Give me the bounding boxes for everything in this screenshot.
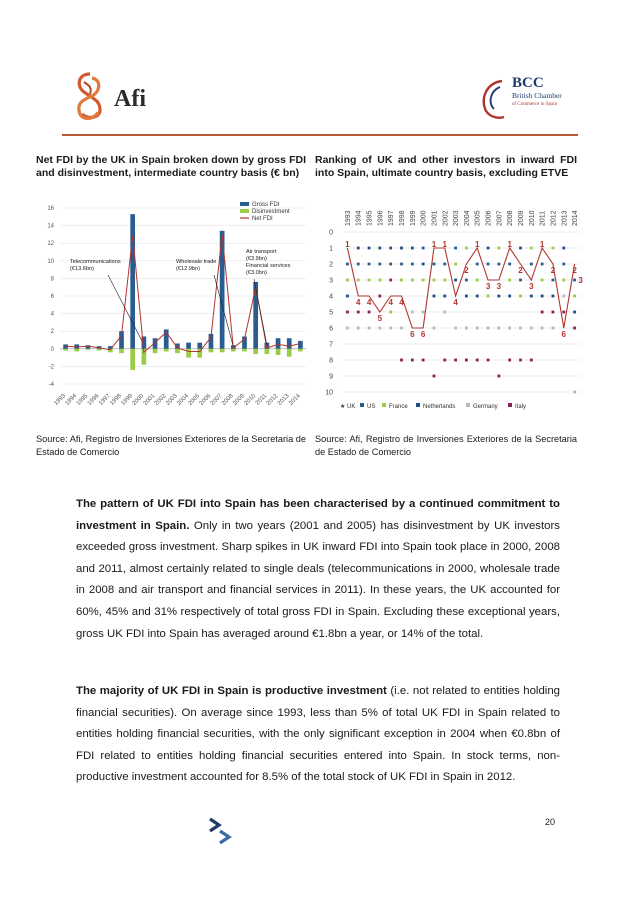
netherlands-rank-marker xyxy=(487,247,490,250)
germany-rank-marker xyxy=(519,327,522,330)
disinvestment-bar xyxy=(175,349,180,353)
germany-rank-marker xyxy=(487,327,490,330)
gross-fdi-bar xyxy=(130,214,135,349)
uk-rank-data-label: 6 xyxy=(420,330,426,339)
netherlands-rank-marker xyxy=(562,247,565,250)
germany-rank-marker xyxy=(400,327,403,330)
netherlands-rank-marker xyxy=(378,247,381,250)
france-rank-marker xyxy=(422,279,425,282)
netherlands-rank-marker xyxy=(519,247,522,250)
left-chart-x-tick: 2013 xyxy=(276,393,291,407)
left-chart-x-tick: 1998 xyxy=(109,393,123,407)
left-chart-ticks xyxy=(47,206,302,407)
disinvestment-bar xyxy=(298,349,303,352)
bcc-line2: of Commerce in Spain xyxy=(512,102,558,107)
uk-rank-data-label: 4 xyxy=(399,298,404,307)
right-legend-swatch xyxy=(382,403,386,407)
germany-rank-marker xyxy=(454,327,457,330)
gross-fdi-bar xyxy=(186,343,191,349)
italy-rank-marker xyxy=(411,359,414,362)
paragraph-1-lead: The pattern of UK FDI into Spain has been characterised by a continued commitment to investment in Spain. xyxy=(76,498,560,532)
italy-rank-marker xyxy=(400,359,403,362)
uk-rank-data-label: 5 xyxy=(377,314,383,323)
disinvestment-bar xyxy=(97,349,102,351)
left-chart-y-tick: 16 xyxy=(47,206,54,212)
france-rank-marker xyxy=(519,295,522,298)
germany-rank-marker xyxy=(346,327,349,330)
italy-rank-marker xyxy=(368,311,371,314)
germany-rank-marker xyxy=(508,327,511,330)
right-chart-legend xyxy=(340,403,526,410)
us-rank-marker xyxy=(433,263,436,266)
us-rank-marker xyxy=(357,263,360,266)
france-rank-marker xyxy=(411,279,414,282)
right-chart-y-tick: 0 xyxy=(329,229,333,237)
right-chart-year-label: 2001 xyxy=(431,210,439,226)
france-rank-marker xyxy=(465,247,468,250)
italy-rank-marker xyxy=(476,359,479,362)
germany-rank-marker xyxy=(443,311,446,314)
left-chart-x-tick: 2005 xyxy=(187,393,202,407)
germany-rank-marker xyxy=(552,327,555,330)
right-chart-year-labels xyxy=(345,210,579,226)
france-rank-marker xyxy=(552,247,555,250)
left-legend-swatch xyxy=(240,202,249,206)
us-rank-marker xyxy=(476,263,479,266)
netherlands-rank-marker xyxy=(357,247,360,250)
right-chart-year-label: 2013 xyxy=(561,210,569,226)
germany-rank-marker xyxy=(530,327,533,330)
uk-rank-data-label: 2 xyxy=(464,266,469,275)
left-chart-x-tick: 2012 xyxy=(265,393,280,407)
us-rank-marker xyxy=(487,263,490,266)
france-rank-marker xyxy=(368,279,371,282)
france-rank-marker xyxy=(487,295,490,298)
right-chart-y-tick: 5 xyxy=(329,309,333,317)
left-chart-title: Net FDI by the UK in Spain broken down by gross FDI and disinvestment, intermediate country basis (€ bn) xyxy=(36,154,306,179)
left-chart-x-tick: 2004 xyxy=(176,393,191,407)
footer-chevrons-icon xyxy=(208,817,234,845)
uk-rank-data-label: 4 xyxy=(356,298,361,307)
right-chart-year-label: 2000 xyxy=(420,210,428,226)
left-chart-x-tick: 1995 xyxy=(75,393,90,407)
right-chart-year-label: 2004 xyxy=(463,210,471,226)
right-chart-year-label: 2010 xyxy=(528,210,536,226)
uk-rank-data-label: 3 xyxy=(485,282,491,291)
uk-rank-data-label: 1 xyxy=(539,240,545,249)
gross-fdi-bar xyxy=(276,338,281,349)
netherlands-rank-marker xyxy=(411,247,414,250)
left-chart-x-tick: 1996 xyxy=(86,393,101,407)
left-chart-annotation-text: Wholesale trade xyxy=(176,259,217,265)
uk-rank-data-label: 3 xyxy=(529,282,534,291)
left-chart-x-tick: 2011 xyxy=(254,393,269,407)
left-chart-x-tick: 1999 xyxy=(120,393,135,407)
france-rank-marker xyxy=(378,279,381,282)
france-rank-marker xyxy=(443,279,446,282)
left-chart-x-tick: 2000 xyxy=(131,393,146,407)
france-rank-marker xyxy=(562,279,565,282)
germany-rank-marker xyxy=(476,327,479,330)
right-chart-y-tick: 4 xyxy=(329,293,333,301)
right-chart-year-label: 1993 xyxy=(344,210,352,226)
left-chart-x-tick: 2001 xyxy=(142,393,157,407)
disinvestment-bar xyxy=(276,349,281,355)
afi-logo xyxy=(70,70,180,122)
disinvestment-bar xyxy=(164,349,169,352)
us-rank-marker xyxy=(562,263,565,266)
right-legend-label: France xyxy=(389,404,408,410)
right-chart-y-tick: 7 xyxy=(329,341,333,349)
uk-rank-data-label: 2 xyxy=(572,266,577,275)
italy-rank-marker xyxy=(552,311,555,314)
right-chart-year-label: 2005 xyxy=(474,210,482,226)
left-chart-y-tick: 14 xyxy=(47,223,54,230)
gross-fdi-bar xyxy=(253,282,258,349)
left-chart-x-tick: 2006 xyxy=(198,393,213,407)
left-chart-annotation-text: (€3.9bn) xyxy=(246,256,267,262)
france-rank-marker xyxy=(433,279,436,282)
us-rank-marker xyxy=(530,263,533,266)
left-chart-annotation-text: Telecommunications xyxy=(70,259,121,265)
right-legend-swatch: ★ xyxy=(340,404,346,410)
left-chart-x-tick: 2009 xyxy=(232,393,246,407)
germany-rank-marker xyxy=(497,327,500,330)
disinvestment-bar xyxy=(253,349,258,354)
germany-rank-marker xyxy=(465,327,468,330)
disinvestment-bar xyxy=(153,349,158,353)
right-chart-year-label: 1994 xyxy=(355,210,363,226)
uk-rank-data-label: 1 xyxy=(507,240,512,249)
right-chart-year-label: 1997 xyxy=(388,210,396,226)
right-legend-label: US xyxy=(367,404,376,410)
italy-rank-marker xyxy=(389,279,392,282)
right-chart-grid xyxy=(342,232,580,392)
disinvestment-bar xyxy=(130,349,135,370)
left-chart-y-tick: 2 xyxy=(50,329,54,336)
italy-rank-marker xyxy=(346,311,349,314)
italy-rank-marker xyxy=(378,295,381,298)
italy-rank-marker xyxy=(433,375,436,378)
left-chart-x-tick: 1997 xyxy=(98,393,112,407)
france-rank-marker xyxy=(346,279,349,282)
disinvestment-bar xyxy=(119,349,124,353)
italy-rank-marker xyxy=(357,311,360,314)
left-chart-annotation-text: (€13.6bn) xyxy=(70,266,94,272)
uk-rank-data-label: 3 xyxy=(578,276,583,285)
left-chart-y-tick: 10 xyxy=(47,258,54,265)
france-rank-marker xyxy=(530,247,533,250)
right-legend-swatch xyxy=(508,403,512,407)
france-rank-marker xyxy=(400,279,403,282)
right-chart-year-label: 1998 xyxy=(399,210,406,226)
us-rank-marker xyxy=(422,247,425,250)
left-chart-x-tick: 2008 xyxy=(221,393,235,407)
disinvestment-bar xyxy=(242,349,247,352)
disinvestment-bar xyxy=(220,349,225,353)
right-chart-year-label: 2003 xyxy=(453,210,461,226)
left-legend-label: Gross FDI xyxy=(252,202,280,208)
germany-rank-marker xyxy=(433,327,436,330)
left-chart-grid xyxy=(60,208,306,384)
france-rank-marker xyxy=(508,279,511,282)
us-rank-marker xyxy=(378,263,381,266)
right-chart-year-label: 2011 xyxy=(539,210,547,226)
right-chart-year-label: 2008 xyxy=(507,210,515,226)
netherlands-rank-marker xyxy=(541,295,544,298)
italy-rank-marker xyxy=(454,359,457,362)
netherlands-rank-marker xyxy=(422,263,425,266)
uk-rank-data-label: 4 xyxy=(366,298,372,307)
left-chart-x-tick: 2014 xyxy=(288,393,302,407)
netherlands-rank-marker xyxy=(368,247,371,250)
net-fdi-bar-chart xyxy=(34,196,310,416)
left-chart-annotation-text: (€3.0bn) xyxy=(246,270,267,276)
netherlands-rank-marker xyxy=(497,295,500,298)
right-legend-swatch xyxy=(360,403,364,407)
france-rank-marker xyxy=(454,263,457,266)
right-legend-label: UK xyxy=(347,404,356,410)
paragraph-2-lead: The majority of UK FDI in Spain is productive investment xyxy=(76,685,387,697)
right-chart-y-tick: 1 xyxy=(329,245,333,253)
right-chart-year-label: 2009 xyxy=(518,210,525,226)
disinvestment-bar xyxy=(265,349,270,354)
disinvestment-bar xyxy=(209,349,214,353)
us-rank-marker xyxy=(519,279,522,282)
left-chart-y-tick: 12 xyxy=(47,241,54,248)
gross-fdi-bar xyxy=(197,343,202,349)
right-chart-year-label: 1999 xyxy=(409,210,417,226)
left-chart-y-tick: 6 xyxy=(50,294,54,300)
right-chart-ticks xyxy=(325,230,333,397)
netherlands-rank-marker xyxy=(346,295,349,298)
us-rank-marker xyxy=(368,263,371,266)
left-chart-x-tick: 2003 xyxy=(165,393,179,407)
france-rank-marker xyxy=(476,279,479,282)
left-legend-label: Net FDI xyxy=(252,216,273,222)
right-legend-swatch xyxy=(416,403,420,407)
germany-rank-marker xyxy=(378,327,381,330)
us-rank-marker xyxy=(400,263,403,266)
germany-rank-marker xyxy=(368,327,371,330)
italy-rank-marker xyxy=(443,359,446,362)
left-chart-x-tick: 1994 xyxy=(64,393,79,407)
paragraph-2 xyxy=(76,681,560,789)
left-chart-y-tick: -2 xyxy=(48,364,54,371)
uk-rank-data-label: 1 xyxy=(475,240,480,249)
disinvestment-bar xyxy=(74,349,79,352)
paragraph-1 xyxy=(76,494,560,645)
right-chart-year-label: 2014 xyxy=(572,210,580,226)
italy-rank-marker xyxy=(508,359,511,362)
right-chart-y-tick: 10 xyxy=(325,389,333,397)
germany-rank-marker xyxy=(389,327,392,330)
uk-rank-data-label: 4 xyxy=(388,298,393,307)
netherlands-rank-marker xyxy=(476,295,479,298)
right-legend-label: Italy xyxy=(515,404,527,410)
italy-rank-marker xyxy=(497,375,500,378)
uk-rank-data-label: 6 xyxy=(410,330,415,339)
paragraph-2-text: (i.e. not related to entities holding financial securities). On average since 1993, less than 5% of total UK FDI in Spain related to entities holding financial securities, with the only significant exception in 2004 when €0.8bn of FDI related to entities holding financial securities entered into Spain. In stock terms, non-productive investment accounted for 8.5% of the total stock of UK FDI in Spain in 2012. xyxy=(76,685,560,784)
france-rank-marker xyxy=(357,279,360,282)
germany-rank-marker xyxy=(541,327,544,330)
left-chart-x-tick: 2010 xyxy=(243,393,258,407)
disinvestment-bar xyxy=(63,349,68,351)
germany-rank-marker xyxy=(573,391,576,394)
italy-rank-marker xyxy=(562,311,565,314)
netherlands-rank-marker xyxy=(389,247,392,250)
left-chart-annotation-text: Financial services xyxy=(246,263,291,269)
right-chart-y-tick: 3 xyxy=(329,277,333,285)
france-rank-marker xyxy=(573,295,576,298)
gross-fdi-bar xyxy=(298,341,303,349)
us-rank-marker xyxy=(389,263,392,266)
right-chart-title: Ranking of UK and other investors in inward FDI into Spain, ultimate country basis, excluding ETVE xyxy=(315,154,577,179)
us-rank-marker xyxy=(573,279,576,282)
uk-rank-data-label: 6 xyxy=(561,330,566,339)
left-chart-x-tick: 2002 xyxy=(153,393,168,407)
uk-rank-data-label: 1 xyxy=(431,240,437,249)
right-chart-year-label: 2007 xyxy=(496,210,504,226)
right-chart-year-label: 2012 xyxy=(550,210,558,226)
right-legend-swatch xyxy=(466,403,470,407)
left-legend-swatch xyxy=(240,209,249,213)
netherlands-rank-marker xyxy=(508,295,511,298)
us-rank-marker xyxy=(552,279,555,282)
us-rank-marker xyxy=(346,263,349,266)
right-chart-year-label: 1996 xyxy=(377,210,385,226)
paragraph-1-text: Only in two years (2001 and 2005) has disinvestment by UK investors exceeded gross investment. Sharp spikes in UK inward FDI into Spain took place in 2000, 2008 and 2011, almost certainly related to single deals (telecommunications in 2000, wholesale trade in 2008 and air transport and financial services in 2011). In these years, the UK accounted for 60%, 45% and 31% respectively of total gross FDI in Spain. Excluding these exceptional years, gross UK FDI into Spain has averaged around €1.8bn a year, or 14% of the total. xyxy=(76,519,560,640)
left-chart-y-tick: 4 xyxy=(50,311,54,318)
bcc-logo xyxy=(476,73,576,123)
italy-rank-marker xyxy=(573,327,576,330)
uk-rank-data-label: 4 xyxy=(453,298,458,307)
italy-rank-marker xyxy=(519,359,522,362)
left-chart-annotation-text: (€12.9bn) xyxy=(176,266,200,272)
netherlands-rank-marker xyxy=(400,247,403,250)
right-chart-uk-labels xyxy=(345,240,583,339)
right-chart-source: Source: Afi, Registro de Inversiones Exteriores de la Secretaria de Estado de Comercio xyxy=(315,434,577,457)
gross-fdi-bar xyxy=(287,338,292,349)
italy-rank-marker xyxy=(487,359,490,362)
uk-rank-data-label: 2 xyxy=(550,266,556,275)
right-legend-label: Germany xyxy=(473,404,498,410)
left-chart-source: Source: Afi, Registro de Inversiones Exteriores de la Secretaria de Estado de Comercio xyxy=(36,434,306,457)
left-chart-annotation-text: Air transport xyxy=(246,249,277,255)
us-rank-marker xyxy=(508,263,511,266)
right-chart-y-tick: 6 xyxy=(329,325,333,333)
germany-rank-marker xyxy=(411,311,414,314)
page-number: 20 xyxy=(545,817,556,827)
disinvestment-bar xyxy=(186,349,191,358)
germany-rank-marker xyxy=(422,311,425,314)
us-rank-marker xyxy=(465,279,468,282)
uk-rank-data-label: 3 xyxy=(496,282,502,291)
netherlands-rank-marker xyxy=(454,279,457,282)
netherlands-rank-marker xyxy=(573,311,576,314)
netherlands-rank-marker xyxy=(433,295,436,298)
right-chart-y-tick: 8 xyxy=(329,357,333,365)
right-legend-label: Netherlands xyxy=(423,404,456,410)
us-rank-marker xyxy=(454,247,457,250)
netherlands-rank-marker xyxy=(465,295,468,298)
us-rank-marker xyxy=(541,263,544,266)
ranking-line-chart xyxy=(316,196,586,416)
uk-rank-data-label: 2 xyxy=(518,266,523,275)
bcc-title: BCC xyxy=(512,75,544,91)
france-rank-marker xyxy=(389,311,392,314)
left-chart-legend xyxy=(240,202,290,222)
bcc-emblem-icon xyxy=(476,77,510,121)
italy-rank-marker xyxy=(530,359,533,362)
header-rule xyxy=(62,134,578,136)
germany-rank-marker xyxy=(562,295,565,298)
disinvestment-bar xyxy=(287,349,292,357)
uk-rank-data-label: 1 xyxy=(345,240,350,249)
right-chart-year-label: 1995 xyxy=(366,210,374,226)
disinvestment-bar xyxy=(231,349,236,352)
us-rank-marker xyxy=(443,263,446,266)
right-chart-y-tick: 9 xyxy=(329,373,333,381)
left-chart-y-tick: 0 xyxy=(50,346,54,353)
us-rank-marker xyxy=(497,263,500,266)
left-legend-label: Disinvestment xyxy=(252,209,290,215)
left-chart-y-tick: -4 xyxy=(48,382,54,388)
italy-rank-marker xyxy=(465,359,468,362)
netherlands-rank-marker xyxy=(530,295,533,298)
netherlands-rank-marker xyxy=(552,295,555,298)
left-chart-y-tick: 8 xyxy=(50,276,54,283)
afi-knot-icon xyxy=(70,70,110,122)
france-rank-marker xyxy=(541,279,544,282)
left-chart-x-tick: 1993 xyxy=(53,393,68,407)
italy-rank-marker xyxy=(422,359,425,362)
bcc-line1: British Chamber xyxy=(512,91,562,100)
us-rank-marker xyxy=(411,263,414,266)
right-chart-year-label: 2006 xyxy=(485,210,493,226)
right-chart-year-label: 2002 xyxy=(442,210,450,226)
disinvestment-bar xyxy=(86,349,91,350)
afi-logo-text: Afi xyxy=(114,86,146,112)
netherlands-rank-marker xyxy=(443,295,446,298)
germany-rank-marker xyxy=(357,327,360,330)
right-chart-y-tick: 2 xyxy=(329,261,333,269)
france-rank-marker xyxy=(497,247,500,250)
uk-rank-data-label: 1 xyxy=(442,240,447,249)
left-chart-x-tick: 2007 xyxy=(209,393,224,407)
italy-rank-marker xyxy=(541,311,544,314)
